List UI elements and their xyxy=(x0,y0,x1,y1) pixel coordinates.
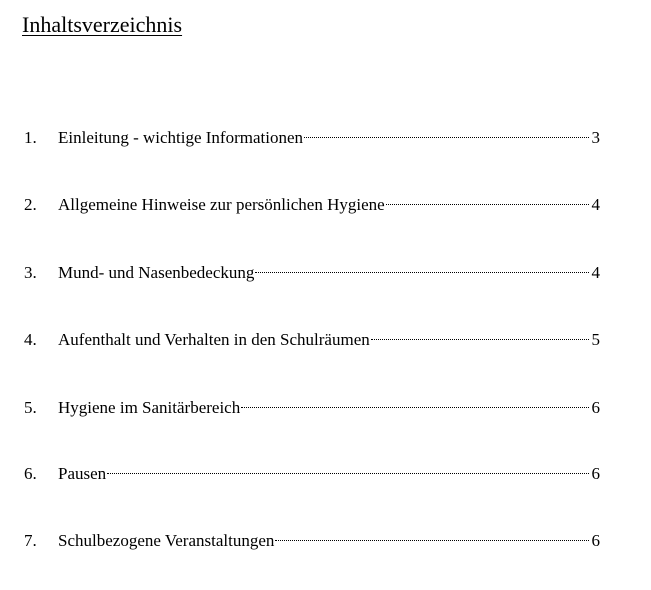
dot-leader xyxy=(371,323,589,345)
toc-entry-2 xyxy=(24,188,600,214)
dot-leader xyxy=(107,457,589,479)
toc-entry-number: 4. xyxy=(24,330,37,349)
toc-entry-title: Hygiene im Sanitärbereich xyxy=(58,398,241,417)
toc-entry-5 xyxy=(24,391,600,417)
toc-entry-page: 6 xyxy=(591,398,600,417)
toc-entry-4 xyxy=(24,323,600,349)
toc-entry-page: 6 xyxy=(591,531,600,550)
page-title: Inhaltsverzeichnis xyxy=(22,12,183,37)
toc-entry-page: 4 xyxy=(591,195,600,214)
toc-entry-page: 5 xyxy=(591,330,600,349)
toc-entry-number: 7. xyxy=(24,531,37,550)
dot-leader xyxy=(275,524,589,546)
toc-entry-title: Allgemeine Hinweise zur persönlichen Hygiene xyxy=(58,195,385,214)
toc-entry-3 xyxy=(24,256,600,282)
dot-leader xyxy=(241,391,589,413)
toc-entry-1 xyxy=(24,121,600,147)
toc-entry-title: Einleitung - wichtige Informationen xyxy=(58,128,304,147)
dot-leader xyxy=(255,256,589,278)
toc-entry-title: Schulbezogene Veranstaltungen xyxy=(58,531,275,550)
toc-entry-title: Aufenthalt und Verhalten in den Schulräumen xyxy=(58,330,370,349)
toc-entry-number: 2. xyxy=(24,195,37,214)
dot-leader xyxy=(386,188,589,210)
toc-entry-7 xyxy=(24,524,600,550)
toc-entry-page: 4 xyxy=(591,263,600,282)
toc-entry-title: Mund- und Nasenbedeckung xyxy=(58,263,255,282)
toc-entry-number: 6. xyxy=(24,464,37,483)
toc-entry-6 xyxy=(24,457,600,483)
toc-entry-number: 1. xyxy=(24,128,37,147)
toc-entry-page: 3 xyxy=(591,128,600,147)
dot-leader xyxy=(304,121,589,143)
toc-entry-page: 6 xyxy=(591,464,600,483)
toc-entry-number: 3. xyxy=(24,263,37,282)
toc-entry-number: 5. xyxy=(24,398,37,417)
toc-entry-title: Pausen xyxy=(58,464,107,483)
